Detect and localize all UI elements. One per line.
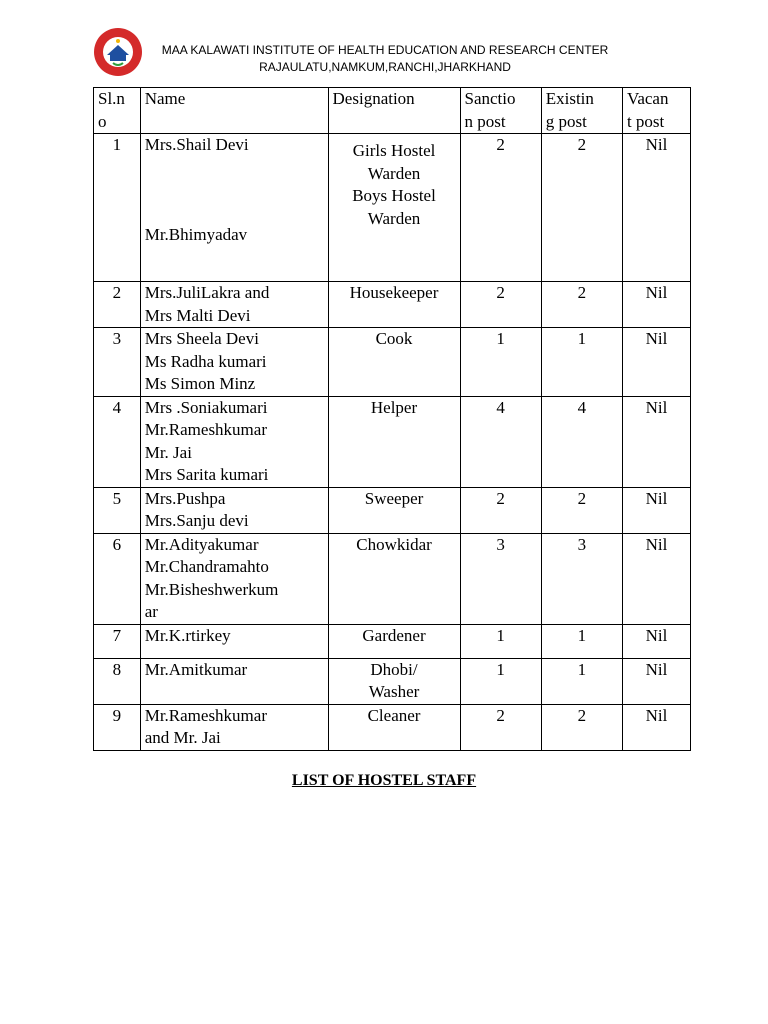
name-cell: Mr.Adityakumar Mr.Chandramahto Mr.Bisheshwerkum ar — [140, 533, 328, 624]
existing-post-cell: 3 — [541, 533, 622, 624]
designation-cell: Housekeeper — [328, 282, 460, 328]
table-row — [94, 533, 691, 624]
existing-post-cell: 2 — [541, 282, 622, 328]
name-cell: Mr.Rameshkumar and Mr. Jai — [140, 704, 328, 750]
header-sl-no: Sl.n o — [94, 88, 141, 134]
designation-cell: Helper — [328, 396, 460, 487]
vacant-post-cell: Nil — [622, 533, 690, 624]
table-row — [94, 134, 691, 282]
designation-cell: Sweeper — [328, 487, 460, 533]
sl-no-cell: 3 — [94, 328, 141, 397]
existing-post-cell: 4 — [541, 396, 622, 487]
institute-name: MAA KALAWATI INSTITUTE OF HEALTH EDUCATION AND RESEARCH CENTER — [161, 43, 609, 57]
designation-cell: Chowkidar — [328, 533, 460, 624]
header-name: Name — [140, 88, 328, 134]
sanction-post-cell: 1 — [460, 624, 541, 658]
name-cell: Mrs .Soniakumari Mr.Rameshkumar Mr. Jai Mrs Sarita kumari — [140, 396, 328, 487]
sanction-post-cell: 4 — [460, 396, 541, 487]
vacant-post-cell: Nil — [622, 704, 690, 750]
name-cell: Mr.K.rtirkey — [140, 624, 328, 658]
vacant-post-cell: Nil — [622, 328, 690, 397]
sl-no-cell: 8 — [94, 658, 141, 704]
sanction-post-cell: 2 — [460, 134, 541, 282]
sanction-post-cell: 2 — [460, 704, 541, 750]
header-vacant-post: Vacan t post — [622, 88, 690, 134]
existing-post-cell: 2 — [541, 134, 622, 282]
name-cell: Mrs.Pushpa Mrs.Sanju devi — [140, 487, 328, 533]
designation-cell: Cleaner — [328, 704, 460, 750]
sanction-post-cell: 1 — [460, 328, 541, 397]
designation-cell: Gardener — [328, 624, 460, 658]
sl-no-cell: 5 — [94, 487, 141, 533]
existing-post-cell: 1 — [541, 328, 622, 397]
vacant-post-cell: Nil — [622, 396, 690, 487]
name-cell: Mrs.Shail Devi Mr.Bhimyadav — [140, 134, 328, 282]
vacant-post-cell: Nil — [622, 658, 690, 704]
vacant-post-cell: Nil — [622, 624, 690, 658]
designation-cell: Girls Hostel Warden Boys Hostel Warden — [328, 134, 460, 282]
sl-no-cell: 7 — [94, 624, 141, 658]
header-designation: Designation — [328, 88, 460, 134]
name-cell: Mrs Sheela Devi Ms Radha kumari Ms Simon Minz — [140, 328, 328, 397]
name-cell: Mr.Amitkumar — [140, 658, 328, 704]
sanction-post-cell: 2 — [460, 487, 541, 533]
sanction-post-cell: 3 — [460, 533, 541, 624]
sanction-post-cell: 2 — [460, 282, 541, 328]
sl-no-cell: 2 — [94, 282, 141, 328]
existing-post-cell: 2 — [541, 704, 622, 750]
table-row — [94, 487, 691, 533]
header-existing-post: Existin g post — [541, 88, 622, 134]
table-row — [94, 658, 691, 704]
table-row — [94, 328, 691, 397]
sl-no-cell: 4 — [94, 396, 141, 487]
table-row — [94, 624, 691, 658]
sl-no-cell: 9 — [94, 704, 141, 750]
sl-no-cell: 1 — [94, 134, 141, 282]
sl-no-cell: 6 — [94, 533, 141, 624]
existing-post-cell: 1 — [541, 624, 622, 658]
designation-cell: Dhobi/ Washer — [328, 658, 460, 704]
university-logo — [93, 27, 143, 77]
hostel-staff-table — [93, 87, 691, 751]
designation-cell: Cook — [328, 328, 460, 397]
header-sanction-post: Sanctio n post — [460, 88, 541, 134]
table-row — [94, 704, 691, 750]
name-cell: Mrs.JuliLakra and Mrs Malti Devi — [140, 282, 328, 328]
table-header-row — [94, 88, 691, 134]
table-row — [94, 282, 691, 328]
table-caption: LIST OF HOSTEL STAFF — [291, 772, 477, 789]
existing-post-cell: 2 — [541, 487, 622, 533]
institute-address: RAJAULATU,NAMKUM,RANCHI,JHARKHAND — [259, 60, 511, 74]
vacant-post-cell: Nil — [622, 134, 690, 282]
sanction-post-cell: 1 — [460, 658, 541, 704]
vacant-post-cell: Nil — [622, 487, 690, 533]
vacant-post-cell: Nil — [622, 282, 690, 328]
existing-post-cell: 1 — [541, 658, 622, 704]
table-row — [94, 396, 691, 487]
